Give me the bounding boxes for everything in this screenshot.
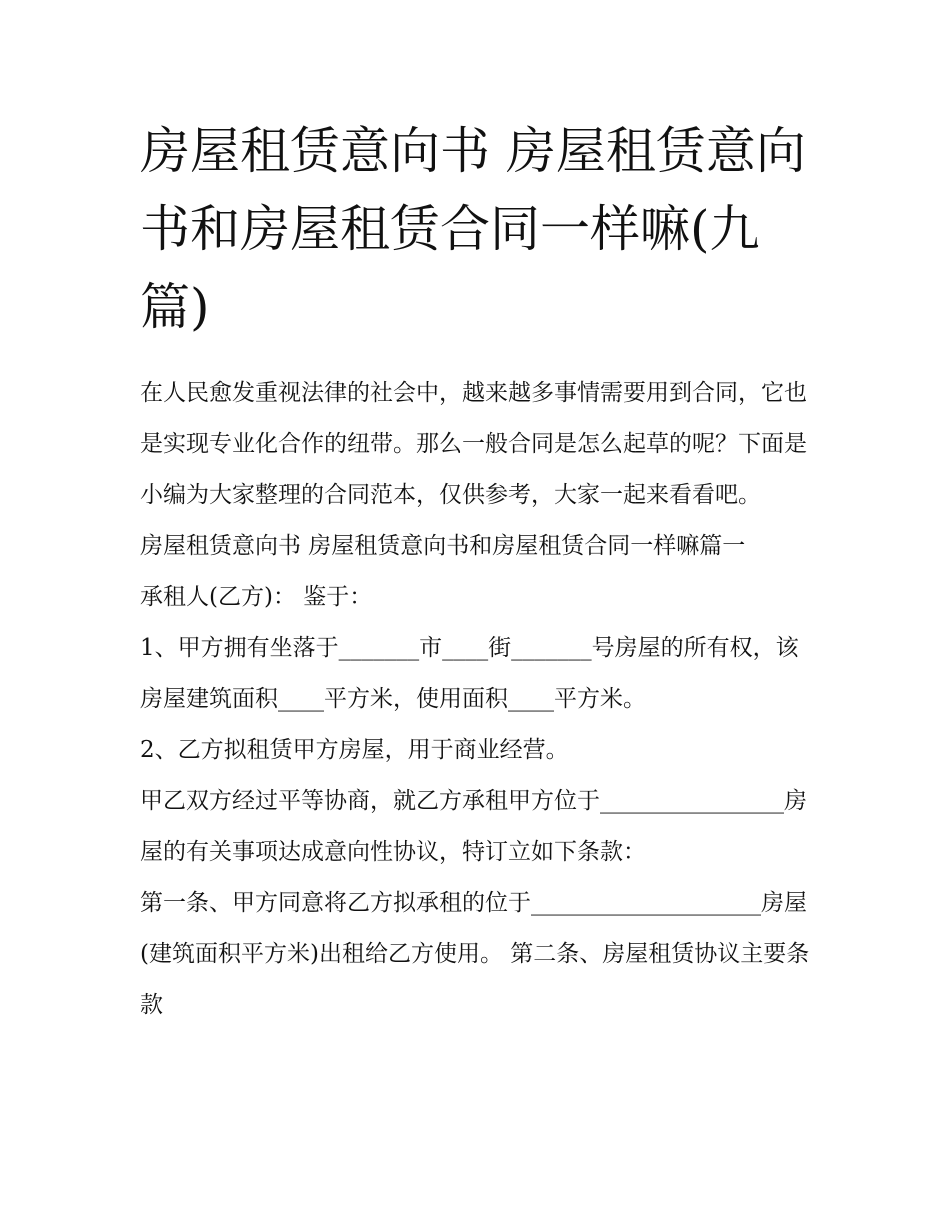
clause-2: 2、乙方拟租赁甲方房屋，用于商业经营。 <box>140 737 569 763</box>
clause-1: 1、甲方拥有坐落于_______市____街_______号房屋的所有权，该房屋建筑面积____平方米，使用面积____平方米。 <box>140 635 799 712</box>
article-1: 第一条、甲方同意将乙方拟承租的位于____________________房屋(建筑面积平方米)出租给乙方使用。 第二条、房屋租赁协议主要条款 <box>140 890 810 1018</box>
section-heading: 房屋租赁意向书 房屋租赁意向书和房屋租赁合同一样嘛篇一 <box>140 533 746 559</box>
intro-paragraph: 在人民愈发重视法律的社会中，越来越多事情需要用到合同，它也是实现专业化合作的纽带。那么一般合同是怎么起草的呢？下面是小编为大家整理的合同范本，仅供参考，大家一起来看看吧。 <box>140 380 807 508</box>
document-page <box>140 112 820 1031</box>
document-title: 房屋租赁意向书 房屋租赁意向书和房屋租赁合同一样嘛(九篇) <box>140 122 806 336</box>
lessee-line: 承租人(乙方)： 鉴于： <box>140 584 373 610</box>
agreement-paragraph: 甲乙双方经过平等协商，就乙方承租甲方位于________________房屋的有关事项达成意向性协议，特订立如下条款： <box>140 788 807 865</box>
document-body <box>140 368 820 1031</box>
